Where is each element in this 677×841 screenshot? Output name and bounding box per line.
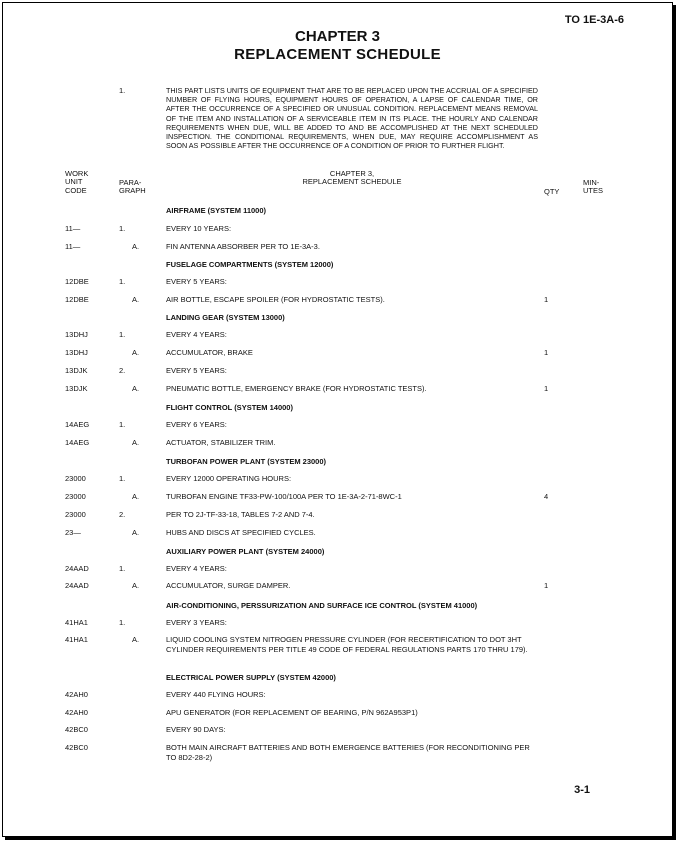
item-description: ACTUATOR, STABILIZER TRIM. — [166, 438, 276, 447]
work-unit-code: 23— — [65, 528, 81, 537]
paragraph-number: 1. — [119, 330, 126, 339]
chapter-heading: CHAPTER 3 — [294, 28, 380, 45]
work-unit-code: 13DJK — [65, 366, 88, 375]
section-heading: TURBOFAN POWER PLANT (SYSTEM 23000) — [166, 457, 327, 466]
column-header-para: PARA- GRAPH — [119, 178, 146, 196]
item-description: FIN ANTENNA ABSORBER PER TO 1E-3A-3. — [166, 242, 320, 251]
work-unit-code: 42AH0 — [65, 708, 88, 717]
item-description: EVERY 12000 OPERATING HOURS: — [166, 474, 292, 483]
work-unit-code: 13DHJ — [65, 330, 88, 339]
paragraph-number: 1. — [119, 277, 126, 286]
quantity: 1 — [544, 581, 549, 590]
item-description: AIR BOTTLE, ESCAPE SPOILER (FOR HYDROSTATIC TESTS). — [166, 295, 385, 304]
item-description: EVERY 3 YEARS: — [166, 618, 227, 627]
work-unit-code: 41HA1 — [65, 618, 88, 627]
quantity: 4 — [544, 492, 549, 501]
paragraph-number: 2. — [119, 510, 126, 519]
item-description: EVERY 10 YEARS: — [166, 224, 232, 233]
schedule-table — [3, 3, 672, 836]
work-unit-code: 42BC0 — [65, 725, 88, 734]
work-unit-code: 11— — [65, 224, 81, 233]
column-header-title: CHAPTER 3, REPLACEMENT SCHEDULE — [302, 169, 402, 187]
paragraph-number: 2. — [119, 366, 126, 375]
paragraph-number: A. — [132, 438, 140, 447]
paragraph-number: A. — [132, 528, 140, 537]
section-heading: ELECTRICAL POWER SUPPLY (SYSTEM 42000) — [166, 673, 336, 682]
work-unit-code: 14AEG — [65, 438, 90, 447]
quantity: 1 — [544, 295, 549, 304]
work-unit-code: 11— — [65, 242, 81, 251]
paragraph-number: A. — [132, 384, 140, 393]
work-unit-code: 13DJK — [65, 384, 88, 393]
work-unit-code: 13DHJ — [65, 348, 88, 357]
intro-number: 1. — [119, 86, 126, 95]
item-description: TURBOFAN ENGINE TF33-PW-100/100A PER TO 1E-3A-2-71-8WC-1 — [166, 492, 402, 501]
work-unit-code: 24AAD — [65, 581, 89, 590]
item-description: ACCUMULATOR, BRAKE — [166, 348, 253, 357]
item-description: BOTH MAIN AIRCRAFT BATTERIES AND BOTH EMERGENCE BATTERIES (FOR RECONDITIONING PER TO 8D2-28-2) — [166, 743, 530, 762]
paragraph-number: A. — [132, 348, 140, 357]
paragraph-number: A. — [132, 581, 140, 590]
item-description: EVERY 5 YEARS: — [166, 277, 227, 286]
work-unit-code: 42BC0 — [65, 743, 88, 752]
page-frame — [2, 2, 673, 837]
item-description: EVERY 4 YEARS: — [166, 564, 227, 573]
work-unit-code: 23000 — [65, 474, 86, 483]
column-header-minutes: MIN- UTES — [583, 178, 604, 196]
paragraph-number: 1. — [119, 474, 126, 483]
page-number: 3-1 — [574, 784, 590, 796]
work-unit-code: 23000 — [65, 510, 86, 519]
paragraph-number: 1. — [119, 420, 126, 429]
intro-paragraph: THIS PART LISTS UNITS OF EQUIPMENT THAT ARE TO BE REPLACED UPON THE ACCRUAL OF A SPECIFIED NUMBER OF FLYING HOURS, EQUIPMENT HOURS OF OPERATION, A LAPSE OF CALENDAR TIME, OR AFTER THE OCCURRENCE OF A SPECIFIED OR UNUSUAL CONDITION. REPLACEMENT MEANS REMOVAL OF THE ITEM AND INSTALLATION OF A SERVICEABLE ITEM IN ITS PLACE. THE HOURLY AND CALENDAR REQUIREMENTS WHEN DUE, WILL BE ADDED TO AND BE ACCOMPLISHED AT THE NEXT SCHEDULED INSPECTION. THE CONDITIONAL REQUIREMENTS, WHEN DUE, MAY REQUIRE ACCOMPLISHMENT AS SOON AS POSSIBLE AFTER THE OCCURRENCE OF A CONDITION OF PRIOR TO FURTHER FLIGHT. — [166, 86, 538, 151]
item-description: EVERY 440 FLYING HOURS: — [166, 690, 266, 699]
column-header-qty: QTY — [544, 187, 560, 196]
quantity: 1 — [544, 384, 549, 393]
section-heading: AUXILIARY POWER PLANT (SYSTEM 24000) — [166, 547, 325, 556]
section-heading: LANDING GEAR (SYSTEM 13000) — [166, 313, 285, 322]
paragraph-number: 1. — [119, 564, 126, 573]
column-header-wuc: WORK UNIT CODE — [65, 169, 89, 195]
item-description: APU GENERATOR (FOR REPLACEMENT OF BEARING, P/N 962A953P1) — [166, 708, 418, 717]
work-unit-code: 12DBE — [65, 295, 89, 304]
item-description: EVERY 5 YEARS: — [166, 366, 227, 375]
page-title: REPLACEMENT SCHEDULE — [234, 46, 441, 63]
item-description: EVERY 90 DAYS: — [166, 725, 226, 734]
section-heading: FUSELAGE COMPARTMENTS (SYSTEM 12000) — [166, 260, 334, 269]
section-heading: AIRFRAME (SYSTEM 11000) — [166, 206, 267, 215]
item-description: PER TO 2J-TF-33-18, TABLES 7-2 AND 7-4. — [166, 510, 315, 519]
section-heading: FLIGHT CONTROL (SYSTEM 14000) — [166, 403, 293, 412]
work-unit-code: 42AH0 — [65, 690, 88, 699]
paragraph-number: 1. — [119, 224, 126, 233]
paragraph-number: A. — [132, 492, 140, 501]
item-description: EVERY 6 YEARS: — [166, 420, 227, 429]
paragraph-number: A. — [132, 295, 140, 304]
item-description: PNEUMATIC BOTTLE, EMERGENCY BRAKE (FOR HYDROSTATIC TESTS). — [166, 384, 427, 393]
quantity: 1 — [544, 348, 549, 357]
item-description: HUBS AND DISCS AT SPECIFIED CYCLES. — [166, 528, 316, 537]
item-description: LIQUID COOLING SYSTEM NITROGEN PRESSURE CYLINDER (FOR RECERTIFICATION TO DOT 3HT CYLINDER REQUIREMENTS PER TITLE 49 CODE OF FEDERAL REGULATIONS PARTS 170 THRU 179). — [166, 635, 528, 654]
work-unit-code: 23000 — [65, 492, 86, 501]
paragraph-number: A. — [132, 635, 140, 644]
work-unit-code: 41HA1 — [65, 635, 88, 644]
doc-number: TO 1E-3A-6 — [564, 14, 624, 26]
item-description: ACCUMULATOR, SURGE DAMPER. — [166, 581, 291, 590]
work-unit-code: 24AAD — [65, 564, 89, 573]
section-heading: AIR-CONDITIONING, PERSSURIZATION AND SURFACE ICE CONTROL (SYSTEM 41000) — [166, 601, 478, 610]
paragraph-number: A. — [132, 242, 140, 251]
item-description: EVERY 4 YEARS: — [166, 330, 227, 339]
work-unit-code: 12DBE — [65, 277, 89, 286]
work-unit-code: 14AEG — [65, 420, 90, 429]
paragraph-number: 1. — [119, 618, 126, 627]
